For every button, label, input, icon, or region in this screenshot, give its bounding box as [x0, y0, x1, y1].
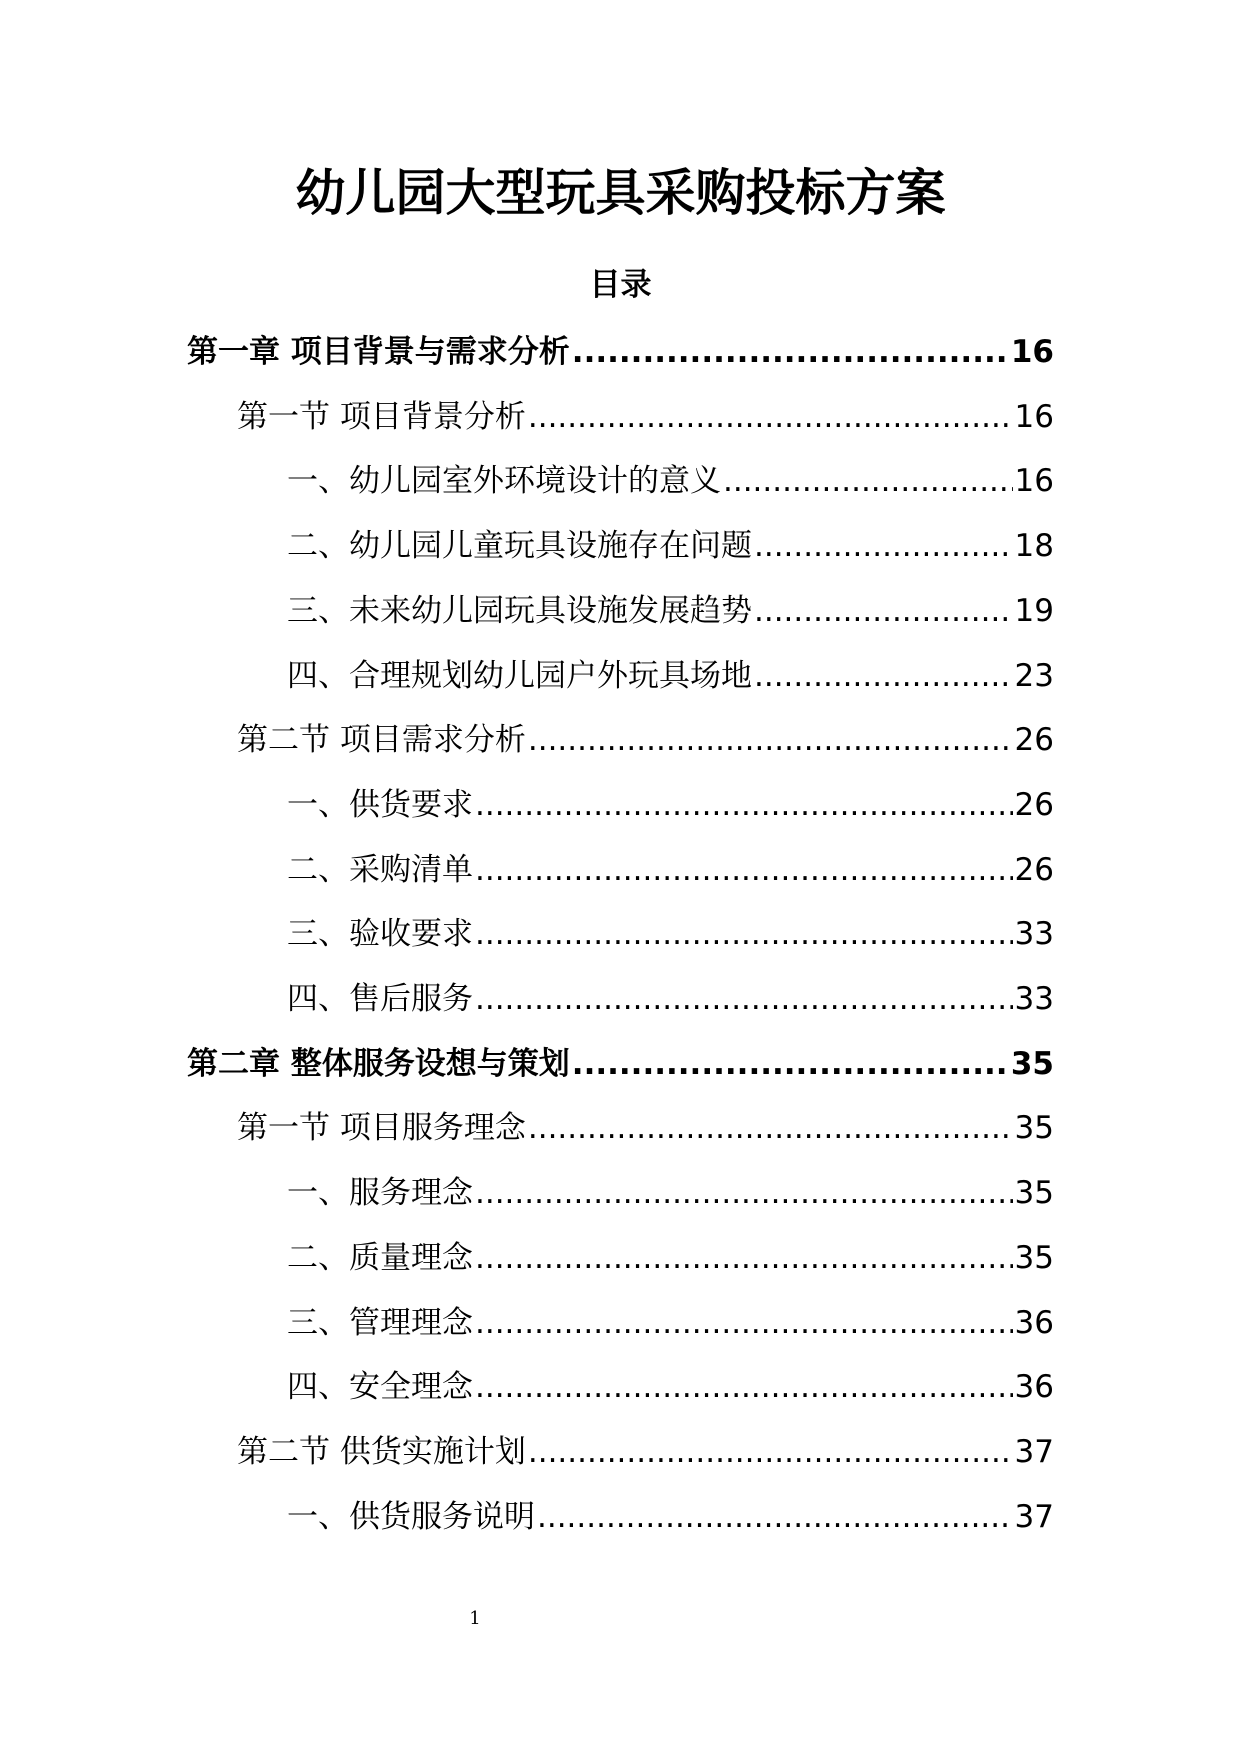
toc-entry-subsection[interactable] — [287, 912, 1054, 956]
toc-entry-page: 36 — [1014, 1304, 1054, 1341]
dot-leader — [572, 1042, 1009, 1086]
toc-entry-text: 一、供货要求 — [287, 786, 473, 823]
toc-entry-page: 16 — [1014, 463, 1054, 500]
toc-entry-page: 18 — [1014, 528, 1054, 565]
toc-entry-page: 26 — [1014, 851, 1054, 888]
toc-entry-text: 二、采购清单 — [287, 851, 473, 888]
toc-entry-subsection[interactable] — [287, 459, 1054, 503]
toc-entry-subsection[interactable] — [287, 654, 1054, 698]
toc-entry-page: 33 — [1014, 916, 1054, 953]
toc-entry-section[interactable] — [237, 1430, 1054, 1474]
toc-entry-page: 37 — [1014, 1433, 1054, 1470]
dot-leader — [475, 1301, 1013, 1345]
toc-entry-page: 16 — [1014, 398, 1054, 435]
toc-entry-page: 26 — [1014, 786, 1054, 823]
dot-leader — [528, 1430, 1013, 1474]
dot-leader — [572, 330, 1009, 374]
dot-leader — [723, 459, 1013, 503]
toc-entry-text: 第二节 项目需求分析 — [237, 722, 526, 759]
toc-entry-text: 一、供货服务说明 — [287, 1498, 535, 1535]
toc-entry-page: 26 — [1014, 722, 1054, 759]
toc-entry-subsection[interactable] — [287, 1171, 1054, 1215]
toc-entry-text: 第一章 项目背景与需求分析 — [187, 334, 570, 370]
toc-entry-page: 37 — [1014, 1498, 1054, 1535]
toc-entry-text: 一、幼儿园室外环境设计的意义 — [287, 463, 721, 500]
toc-entry-text: 四、合理规划幼儿园户外玩具场地 — [287, 657, 752, 694]
toc-entry-text: 第一节 项目服务理念 — [237, 1110, 526, 1147]
toc-entry-text: 二、质量理念 — [287, 1239, 473, 1276]
toc-heading: 目录 — [589, 267, 652, 303]
toc-entry-section[interactable] — [237, 1106, 1054, 1150]
dot-leader — [475, 912, 1013, 956]
toc-entry-chapter-2[interactable] — [187, 1042, 1054, 1086]
toc-entry-section[interactable] — [237, 718, 1054, 762]
toc-entry-subsection[interactable] — [287, 783, 1054, 827]
toc-entry-page: 35 — [1014, 1110, 1054, 1147]
toc-entry-page: 36 — [1014, 1369, 1054, 1406]
toc-entry-page: 19 — [1014, 592, 1054, 629]
dot-leader — [528, 718, 1013, 762]
page-number: 1 — [469, 1608, 481, 1629]
toc-entry-page: 35 — [1010, 1045, 1054, 1082]
dot-leader — [475, 1171, 1013, 1215]
dot-leader — [475, 1365, 1013, 1409]
toc-entry-text: 第二章 整体服务设想与策划 — [187, 1045, 570, 1082]
dot-leader — [754, 654, 1013, 698]
dot-leader — [475, 848, 1013, 892]
toc-entry-subsection[interactable] — [287, 1495, 1054, 1539]
toc-entry-text: 三、未来幼儿园玩具设施发展趋势 — [287, 592, 752, 629]
toc-entry-text: 一、服务理念 — [287, 1175, 473, 1212]
toc-entry-subsection[interactable] — [287, 1236, 1054, 1280]
toc-entry-text: 三、验收要求 — [287, 916, 473, 953]
toc-entry-text: 二、幼儿园儿童玩具设施存在问题 — [287, 528, 752, 565]
toc-entry-section[interactable] — [237, 395, 1054, 439]
dot-leader — [475, 1236, 1013, 1280]
toc-entry-text: 四、售后服务 — [287, 981, 473, 1017]
dot-leader — [528, 395, 1013, 439]
dot-leader — [475, 977, 1013, 1021]
toc-entry-chapter-1[interactable] — [187, 330, 1054, 374]
dot-leader — [537, 1495, 1013, 1539]
toc-entry-page: 35 — [1014, 1175, 1054, 1212]
toc-entry-text: 四、安全理念 — [287, 1369, 473, 1406]
dot-leader — [754, 524, 1013, 568]
toc-entry-subsection[interactable] — [287, 848, 1054, 892]
toc-entry-subsection[interactable] — [287, 1301, 1054, 1345]
dot-leader — [754, 589, 1013, 633]
toc-entry-subsection[interactable] — [287, 1365, 1054, 1409]
toc-entry-text: 三、管理理念 — [287, 1304, 473, 1341]
dot-leader — [528, 1106, 1013, 1150]
toc-entry-page: 16 — [1010, 334, 1054, 370]
document-title: 幼儿园大型玩具采购投标方案 — [295, 164, 946, 222]
dot-leader — [475, 783, 1013, 827]
toc-entry-page: 23 — [1014, 657, 1054, 694]
toc-entry-subsection[interactable] — [287, 589, 1054, 633]
toc-entry-page: 35 — [1014, 1239, 1054, 1276]
toc-entry-subsection[interactable] — [287, 977, 1054, 1021]
toc-entry-page: 33 — [1014, 981, 1054, 1017]
toc-entry-subsection[interactable] — [287, 524, 1054, 568]
toc-entry-text: 第二节 供货实施计划 — [237, 1433, 526, 1470]
toc-entry-text: 第一节 项目背景分析 — [237, 398, 526, 435]
